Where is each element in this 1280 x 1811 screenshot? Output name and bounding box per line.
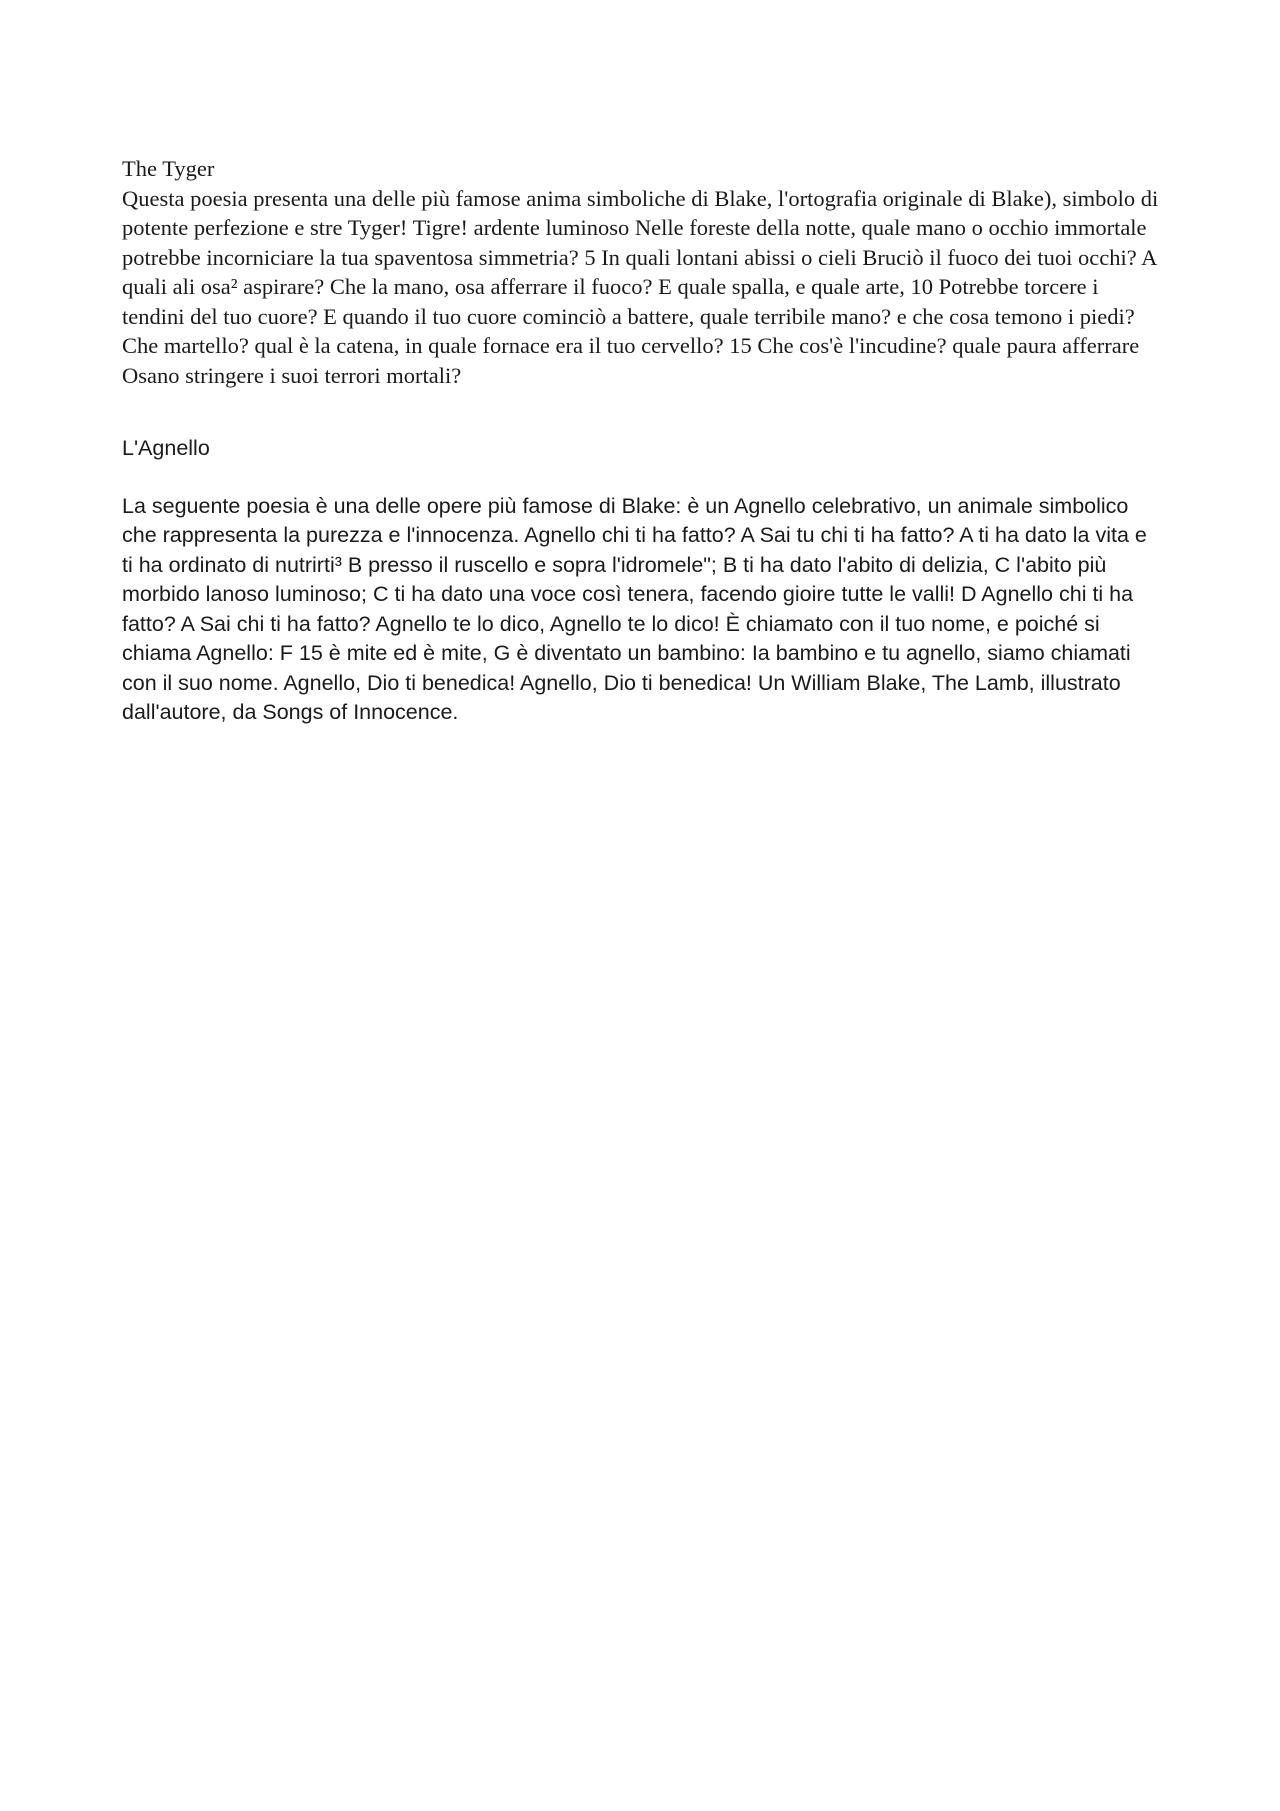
tyger-body: Questa poesia presenta una delle più famose anima simboliche di Blake, l'ortografia originale di Blake), simbolo di potente perfezione e stre Tyger! Tigre! ardente luminoso Nelle foreste della notte, quale mano o occhio immortale potrebbe incorniciare la tua spaventosa simmetria? 5 In quali lontani abissi o cieli Bruciò il fuoco dei tuoi occhi? A quali ali osa² aspirare? Che la mano, osa afferrare il fuoco? E quale spalla, e quale arte, 10 Potrebbe torcere i tendini del tuo cuore? E quando il tuo cuore cominciò a battere, quale terribile mano? e che cosa temono i piedi? Che martello? qual è la catena, in quale fornace era il tuo cervello? 15 Che cos'è l'incudine? quale paura afferrare Osano stringere i suoi terrori mortali?	[122, 185, 1159, 388]
document-content	[122, 154, 1162, 728]
lamb-body: La seguente poesia è una delle opere più famose di Blake: è un Agnello celebrativo, un animale simbolico che rappresenta la purezza e l'innocenza. Agnello chi ti ha fatto? A Sai tu chi ti ha fatto? A ti ha dato la vita e ti ha ordinato di nutrirti³ B presso il ruscello e sopra l'idromele"; B ti ha dato l'abito di delizia, C l'abito più morbido lanoso luminoso; C ti ha dato una voce così tenera, facendo gioire tutte le valli! D Agnello chi ti ha fatto? A Sai chi ti ha fatto? Agnello te lo dico, Agnello te lo dico! È chiamato con il tuo nome, e poiché si chiama Agnello: F 15 è mite ed è mite, G è diventato un bambino: Ia bambino e tu agnello, siamo chiamati con il suo nome. Agnello, Dio ti benedica! Agnello, Dio ti benedica! Un William Blake, The Lamb, illustrato dall'autore, da Songs of Innocence.	[122, 493, 1147, 724]
lamb-section	[122, 434, 1162, 728]
tyger-section	[122, 154, 1162, 390]
tyger-title: The Tyger	[122, 156, 215, 181]
lamb-title: L'Agnello	[122, 436, 210, 460]
